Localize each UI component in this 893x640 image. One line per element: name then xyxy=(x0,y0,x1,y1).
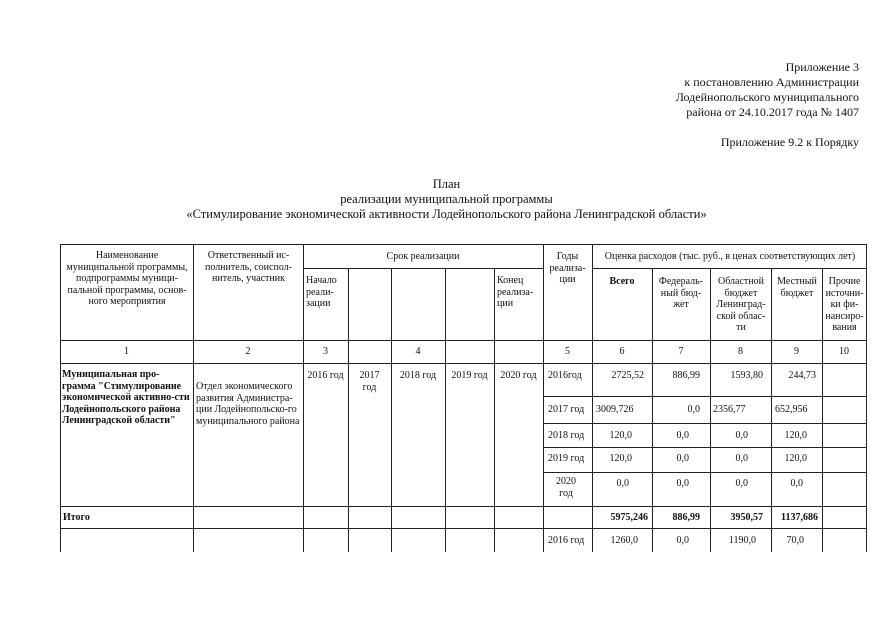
row-local: 244,73 xyxy=(788,370,816,381)
appendix-line: района от 24.10.2017 года № 1407 xyxy=(686,105,859,119)
row-total: 0,0 xyxy=(616,478,629,489)
order-note: Приложение 9.2 к Порядку xyxy=(720,135,859,149)
header-regional: Областной бюджет Ленинград-ской облас-ти xyxy=(716,276,766,333)
appendix-line: Лодейнопольского муниципального xyxy=(675,90,859,104)
appendix-block xyxy=(676,60,859,120)
row-year: 2017 год xyxy=(548,404,585,415)
program-title: «Стимулирование экономической активности Лодейнопольского района Ленинградской области» xyxy=(186,207,707,221)
row-local: 70,0 xyxy=(786,535,804,546)
col-number: 6 xyxy=(619,346,625,357)
appendix-line: Приложение 3 xyxy=(785,60,859,74)
plan-title: План xyxy=(432,177,461,191)
row-regional: 0,0 xyxy=(735,453,748,464)
row-year: 2018 год xyxy=(548,430,585,441)
row-federal: 0,0 xyxy=(676,478,689,489)
header-term: Срок реализации xyxy=(386,251,460,262)
col-number: 9 xyxy=(794,346,799,357)
col-number: 10 xyxy=(839,346,849,357)
header-federal: Федераль-ный бюд-жет xyxy=(658,276,704,310)
header-other: Прочие источни-ки фи-нансиро-вания xyxy=(825,276,864,333)
row-federal: 0,0 xyxy=(676,535,689,546)
row-year: 2016 год xyxy=(548,535,585,546)
program-name: Муниципальная про-грамма "Стимулирование экономической активно-сти Лодейнопольского района Ленинградской области" xyxy=(62,369,190,426)
row-year: 2020 год xyxy=(556,476,576,499)
row-total: 120,0 xyxy=(609,430,632,441)
row-total: 3009,726 xyxy=(596,404,634,415)
row-regional: 1593,80 xyxy=(730,370,763,381)
col-number: 2 xyxy=(245,346,251,357)
row-total: 2725,52 xyxy=(611,370,644,381)
header-name: Наименование муниципальной программы, подпрограммы муници-пальной программы, основ-ного мероприятия xyxy=(66,250,188,307)
col-number: 5 xyxy=(565,346,570,357)
header-estimate: Оценка расходов (тыс. руб., в ценах соответствующих лет) xyxy=(604,251,856,262)
total-sum: 5975,246 xyxy=(610,512,648,523)
appendix-line: к постановлению Администрации xyxy=(684,75,859,89)
row-year: 2019 год xyxy=(548,453,585,464)
header-total: Всего xyxy=(609,276,635,287)
row-federal: 0,0 xyxy=(676,453,689,464)
col-number: 8 xyxy=(738,346,743,357)
total-federal: 886,99 xyxy=(672,512,700,523)
row-regional: 1190,0 xyxy=(728,535,756,546)
row-local: 120,0 xyxy=(784,430,807,441)
header-years: Годы реализа-ции xyxy=(549,251,586,285)
col-number: 7 xyxy=(678,346,684,357)
header-local: Местный бюджет xyxy=(777,276,817,299)
row-federal: 886,99 xyxy=(672,370,700,381)
row-regional: 2356,77 xyxy=(713,404,746,415)
responsible-executor: Отдел экономического развития Администра-ции Лодейнопольско-го муниципального района xyxy=(196,381,300,427)
row-local: 120,0 xyxy=(784,453,807,464)
row-regional: 0,0 xyxy=(735,430,748,441)
total-label: Итого xyxy=(63,512,90,523)
col-number: 4 xyxy=(415,346,421,357)
plan-subtitle: реализации муниципальной программы xyxy=(340,192,553,206)
total-local: 1137,686 xyxy=(781,512,818,523)
term-year: 2019 год xyxy=(451,370,488,381)
term-year: 2017 год xyxy=(359,370,380,393)
header-responsible: Ответственный ис-полнитель, соиспол-нитель, участник xyxy=(204,250,293,284)
row-total: 120,0 xyxy=(609,453,632,464)
row-year: 2016год xyxy=(548,370,582,381)
row-federal: 0,0 xyxy=(676,430,689,441)
row-local: 652,956 xyxy=(775,404,808,415)
header-end: Конец реализа-ции xyxy=(497,275,534,309)
row-total: 1260,0 xyxy=(610,535,638,546)
col-number: 1 xyxy=(124,346,129,357)
header-start: Начало реали-зации xyxy=(306,275,337,309)
row-federal: 0,0 xyxy=(687,404,700,415)
row-local: 0,0 xyxy=(790,478,803,489)
term-year: 2020 год xyxy=(500,370,537,381)
term-year: 2016 год xyxy=(307,370,344,381)
total-regional: 3950,57 xyxy=(730,512,763,523)
col-number: 3 xyxy=(323,346,328,357)
row-regional: 0,0 xyxy=(735,478,748,489)
term-year: 2018 год xyxy=(399,370,437,381)
